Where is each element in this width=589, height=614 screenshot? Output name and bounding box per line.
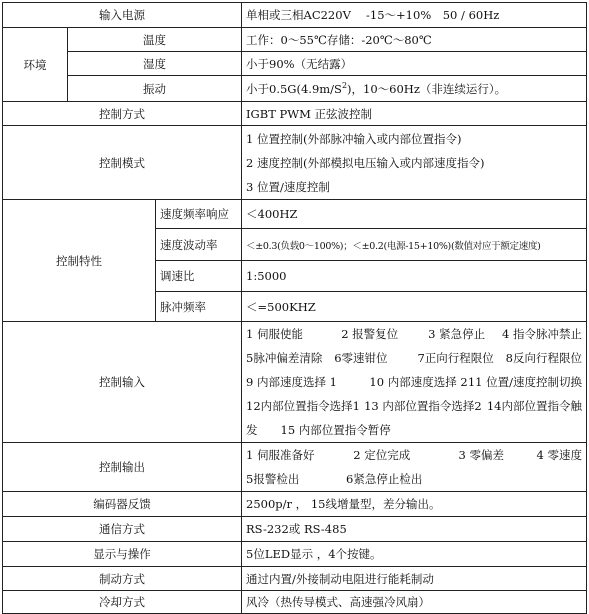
control-method-value: IGBT PWM 正弦波控制 (242, 102, 587, 126)
row-display (3, 542, 587, 567)
speed-ratio-value: 1:5000 (242, 261, 587, 292)
control-output-value (242, 443, 587, 492)
output-option: 2 定位完成 (353, 448, 411, 462)
input-option: 12内部位置指令选择1 (246, 399, 360, 413)
row-communication (3, 517, 587, 542)
braking-value: 通过内置/外接制动电阻进行能耗制动 (242, 567, 587, 591)
control-input-value (242, 322, 587, 443)
control-output-label: 控制输出 (3, 443, 242, 492)
input-option: 1 伺服使能 (246, 327, 303, 341)
speed-response-value: ＜400HZ (242, 200, 587, 229)
display-value: 5位LED显示 ，4个按键。 (242, 542, 587, 567)
environment-label: 环境 (3, 28, 68, 102)
row-control-output (3, 443, 587, 492)
pulse-frequency-label: 脉冲频率 (156, 292, 242, 322)
input-option: 14内部位置指令触 (486, 399, 582, 413)
speed-ratio-label: 调速比 (156, 261, 242, 292)
vibration-value (242, 76, 587, 102)
control-mode-label: 控制模式 (3, 126, 242, 200)
output-option: 6紧急停止检出 (346, 472, 423, 486)
input-option: 10 内部速度选择 2 (369, 375, 468, 389)
input-power-value: 单相或三相AC220V -15～+10% 50 / 60Hz (242, 3, 587, 28)
row-control-mode (3, 126, 587, 200)
temperature-label: 温度 (68, 28, 242, 52)
output-option: 5报警检出 (246, 472, 300, 486)
input-option: 3 紧急停止 (428, 327, 486, 341)
control-mode-line: 3 位置/速度控制 (246, 179, 330, 194)
temperature-value: 工作：0～55℃存储：-20℃～80℃ (242, 28, 587, 52)
spec-table (2, 2, 587, 614)
control-input-label: 控制输入 (3, 322, 242, 443)
input-option: 6零速钳位 (334, 351, 388, 365)
input-power-label: 输入电源 (3, 3, 242, 28)
display-label: 显示与操作 (3, 542, 242, 567)
control-input-line (246, 346, 582, 370)
control-characteristics-label: 控制特性 (3, 200, 156, 322)
cooling-label: 冷却方式 (3, 591, 242, 614)
control-output-line (246, 467, 582, 491)
row-control-method (3, 102, 587, 126)
speed-response-label: 速度频率响应 (156, 200, 242, 229)
control-mode-line: 2 速度控制(外部模拟电压输入或内部速度指令) (246, 155, 485, 170)
encoder-feedback-value: 2500p/r ， 15线增量型，差分输出。 (242, 492, 587, 517)
speed-fluctuation-value: ＜±0.3(负载0～100%)；＜±0.2(电源-15+10%)(数值对应于额定速度) (242, 229, 587, 261)
control-method-label: 控制方式 (3, 102, 242, 126)
communication-value: RS-232或 RS-485 (242, 517, 587, 542)
speed-fluctuation-label: 速度波动率 (156, 229, 242, 261)
output-option: 4 零速度 (536, 448, 582, 462)
encoder-feedback-label: 编码器反馈 (3, 492, 242, 517)
input-option: 13 内部位置指令选择2 (364, 399, 482, 413)
control-input-line (246, 418, 582, 442)
braking-label: 制动方式 (3, 567, 242, 591)
row-input-power (3, 3, 587, 28)
cooling-value: 风冷（热传导模式、高速强冷风扇） (242, 591, 587, 614)
control-input-line (246, 322, 582, 346)
input-option: 7正向行程限位 (417, 351, 494, 365)
input-option: 发 15 内部位置指令暂停 (246, 423, 391, 437)
control-input-line (246, 394, 582, 418)
control-input-line (246, 370, 582, 394)
row-control-input (3, 322, 587, 443)
input-option: 2 报警复位 (341, 327, 399, 341)
input-option: 4 指令脉冲禁止 (502, 327, 582, 341)
pulse-frequency-value: ＜=500KHZ (242, 292, 587, 322)
row-encoder-feedback (3, 492, 587, 517)
input-option: 8反向行程限位 (505, 351, 582, 365)
row-braking (3, 567, 587, 591)
humidity-value: 小于90%（无结露） (242, 52, 587, 76)
vibration-value-post: )，10～60Hz（非连续运行）。 (347, 81, 507, 96)
communication-label: 通信方式 (3, 517, 242, 542)
input-option: 11 位置/速度控制切换 (467, 375, 582, 389)
row-temperature (3, 28, 587, 52)
input-option: 9 内部速度选择 1 (246, 375, 337, 389)
row-cooling (3, 591, 587, 614)
control-mode-value (242, 126, 587, 200)
vibration-value-sup: 2 (341, 80, 348, 90)
row-vibration (3, 76, 587, 102)
output-option: 3 零偏差 (458, 448, 505, 462)
output-option: 1 伺服准备好 (246, 448, 315, 462)
humidity-label: 湿度 (68, 52, 242, 76)
input-option: 5脉冲偏差清除 (246, 351, 323, 365)
row-speed-response (3, 200, 587, 229)
vibration-label: 振动 (68, 76, 242, 102)
vibration-value-pre: 小于0.5G(4.9m/S (246, 81, 342, 96)
control-output-line (246, 443, 582, 467)
row-humidity (3, 52, 587, 76)
control-mode-line: 1 位置控制(外部脉冲输入或内部位置指令) (246, 131, 462, 146)
